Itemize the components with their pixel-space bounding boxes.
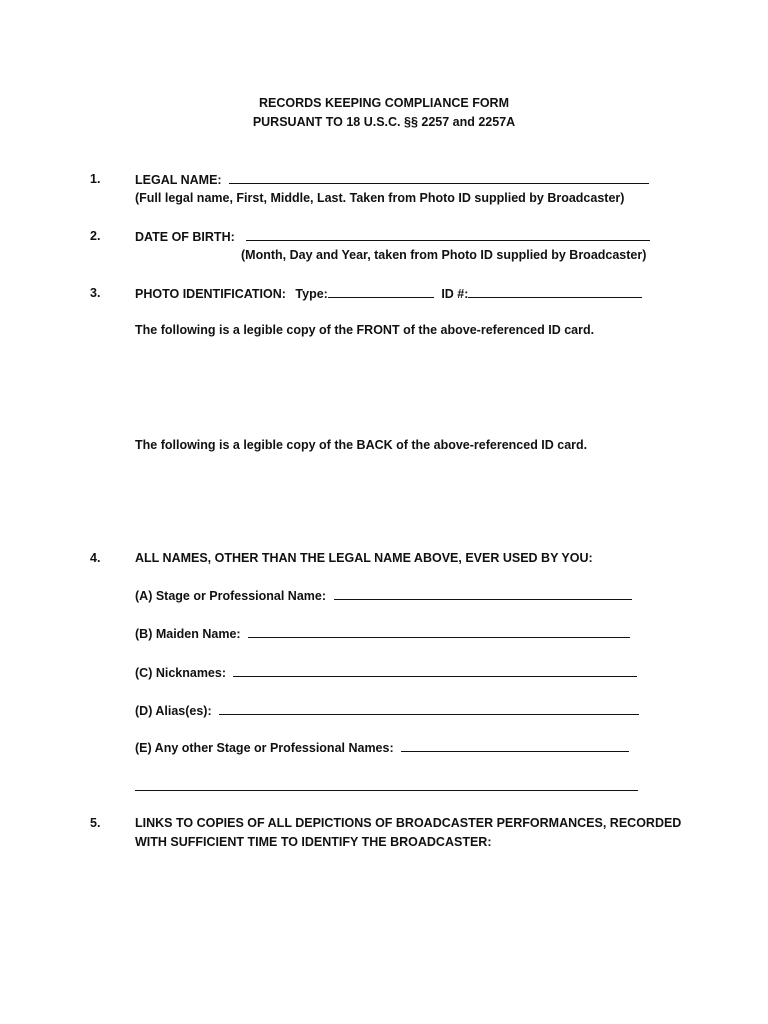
form-title: RECORDS KEEPING COMPLIANCE FORM — [258, 96, 509, 110]
section-5-number: 5. — [90, 816, 101, 830]
other-names-heading: ALL NAMES, OTHER THAN THE LEGAL NAME ABOVE, EVER USED BY YOU: — [135, 551, 593, 565]
other-stage-names-extra-field[interactable] — [135, 790, 638, 791]
nicknames-field[interactable] — [233, 664, 637, 677]
legal-name-label: LEGAL NAME: — [135, 173, 222, 187]
legal-name-field[interactable] — [229, 171, 649, 184]
dob-label: DATE OF BIRTH: — [135, 230, 235, 244]
form-subtitle: PURSUANT TO 18 U.S.C. §§ 2257 and 2257A — [252, 115, 516, 129]
stage-name-field[interactable] — [334, 587, 632, 600]
other-stage-names-field[interactable] — [401, 739, 629, 752]
section-3-number: 3. — [90, 286, 101, 300]
id-front-text: The following is a legible copy of the FRONT of the above-referenced ID card. — [135, 323, 595, 337]
section-4-number: 4. — [90, 551, 101, 565]
photo-id-number-label: ID #: — [441, 287, 469, 301]
maiden-name-field[interactable] — [248, 625, 630, 638]
photo-id-number-field[interactable] — [468, 285, 642, 298]
section-1-number: 1. — [90, 172, 101, 186]
nicknames-row — [135, 664, 637, 681]
aliases-row — [135, 702, 639, 719]
photo-id-type-label: Type: — [295, 287, 328, 301]
links-heading-line2: WITH SUFFICIENT TIME TO IDENTIFY THE BROADCASTER: — [135, 835, 492, 849]
photo-id-label: PHOTO IDENTIFICATION: — [135, 287, 286, 301]
dob-note: (Month, Day and Year, taken from Photo ID supplied by Broadcaster) — [241, 248, 647, 262]
id-back-text: The following is a legible copy of the BACK of the above-referenced ID card. — [135, 438, 588, 452]
nicknames-label: (C) Nicknames: — [135, 666, 226, 680]
stage-name-row — [135, 587, 632, 604]
dob-row — [135, 228, 650, 245]
dob-field[interactable] — [246, 228, 650, 241]
legal-name-row — [135, 171, 649, 188]
stage-name-label: (A) Stage or Professional Name: — [135, 589, 327, 603]
photo-id-type-field[interactable] — [328, 285, 434, 298]
links-heading-line1: LINKS TO COPIES OF ALL DEPICTIONS OF BROADCASTER PERFORMANCES, RECORDED — [135, 816, 682, 830]
legal-name-note: (Full legal name, First, Middle, Last. Taken from Photo ID supplied by Broadcaster) — [135, 191, 625, 205]
aliases-field[interactable] — [219, 702, 639, 715]
photo-id-row — [135, 285, 642, 302]
section-2-number: 2. — [90, 229, 101, 243]
maiden-name-row — [135, 625, 630, 642]
aliases-label: (D) Alias(es): — [135, 704, 212, 718]
maiden-name-label: (B) Maiden Name: — [135, 627, 241, 641]
other-stage-names-label: (E) Any other Stage or Professional Names: — [135, 741, 394, 755]
other-stage-names-row — [135, 739, 629, 756]
